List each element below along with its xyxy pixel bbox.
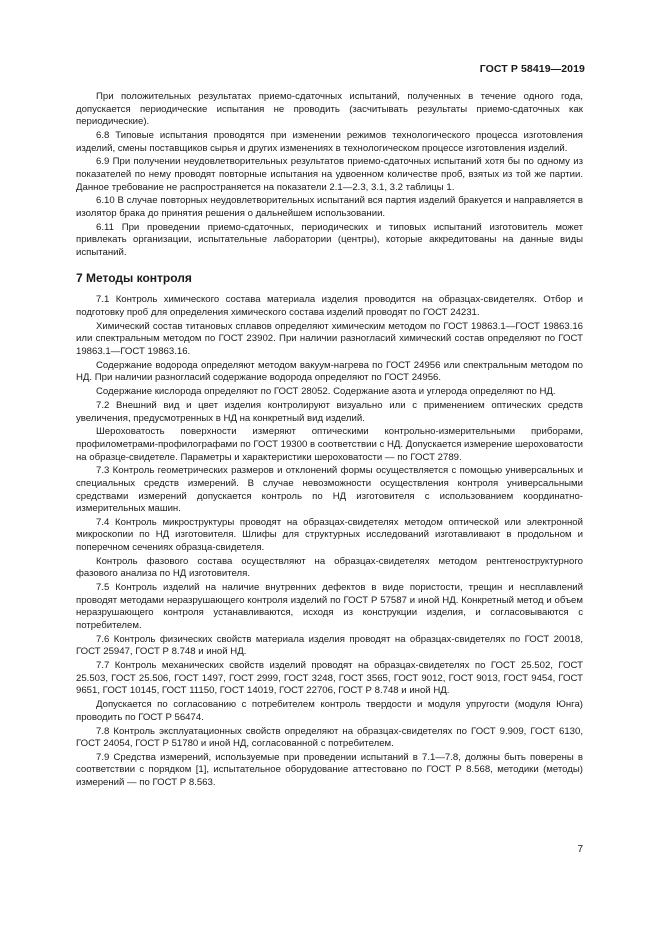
section-7-title: 7 Методы контроля [76, 271, 192, 286]
paragraph-7-9: 7.9 Средства измерений, используемые при проведении испытаний в 7.1—7.8, должны быть поверены в соответствии с порядком [1], испытательное оборудование аттестовано по ГОСТ Р 8.568, методики (методы) измерений — по ГОСТ Р 8.563. [76, 751, 583, 789]
paragraph-6-9: 6.9 При получении неудовлетворительных результатов приемо-сдаточных испытаний хотя бы по одному из показателей по нему проводят повторные испытания на удвоенном количестве проб, взятых из той же партии. Данное требование не распространяется на показатели 2.1—2.3, 3.1, 3.2 таблицы 1. [76, 156, 583, 193]
paragraph-7-1-hydrogen: Содержание водорода определяют методом вакуум-нагрева по ГОСТ 24956 или спектральным методом по НД. При наличии разногласий содержание водорода определяют по ГОСТ 24956. [76, 359, 583, 384]
paragraph-7-1-chemical: Химический состав титановых сплавов определяют химическим методом по ГОСТ 19863.1—ГОСТ 19863.16 или спектральным методом по ГОСТ 23902. При наличии разногласий химический состав определяют по ГОСТ 19863.1—ГОСТ 19863.16. [76, 320, 583, 358]
paragraph-7-1-oxygen: Содержание кислорода определяют по ГОСТ 28052. Содержание азота и углерода определяют по НД. [96, 386, 556, 398]
paragraph-7-8: 7.8 Контроль эксплуатационных свойств определяют на образцах-свидетелях по ГОСТ 9.909, ГОСТ 6130, ГОСТ 24054, ГОСТ Р 51780 и иной НД, согласованной с потребителем. [76, 725, 583, 750]
paragraph-6-8: 6.8 Типовые испытания проводятся при изменении режимов технологического процесса изготовления изделий, смены поставщиков сырья и других изменениях в технологическом процессе изготовления изделий. [76, 129, 583, 154]
paragraph-6-7-continuation: При положительных результатах приемо-сдаточных испытаний, полученных в течение одного года, допускается периодические испытания не проводить (засчитывать результаты приемо-сдаточных как периодические). [76, 91, 583, 128]
paragraph-7-3: 7.3 Контроль геометрических размеров и отклонений формы осуществляется с помощью универсальных и специальных средств измерений. В случае невозможности осуществления контроля универсальными средствами измерений допускается контроль по НД изготовителя с использованием координатно-измерительных машин. [76, 465, 583, 515]
paragraph-7-4: 7.4 Контроль микроструктуры проводят на образцах-свидетелях методом оптической или электронной микроскопии по НД изготовителя. Шлифы для структурных исследований изготавливают в продольном и поперечном сечениях образца-свидетеля. [76, 516, 583, 554]
document-body [76, 91, 583, 791]
paragraph-7-5: 7.5 Контроль изделий на наличие внутренних дефектов в виде пористости, трещин и несплавлений проводят методами неразрушающего контроля изделий по ГОСТ Р 57587 и иной НД. Конкретный метод и объем неразрушающего контроля устанавливаются, исходя из конструкции изделия, и согласовываются с потребителем. [76, 582, 583, 631]
page-number: 7 [577, 844, 583, 855]
paragraph-7-7: 7.7 Контроль механических свойств изделий проводят на образцах-свидетелях по ГОСТ 25.502, ГОСТ 25.503, ГОСТ 25.506, ГОСТ 1497, ГОСТ 2999, ГОСТ 3248, ГОСТ 3565, ГОСТ 9012, ГОСТ 9013, ГОСТ 9454, ГОСТ 9651, ГОСТ 10145, ГОСТ 11150, ГОСТ 14019, ГОСТ 22706, ГОСТ Р 8.748 и иной НД. [76, 660, 583, 697]
paragraph-7-2: 7.2 Внешний вид и цвет изделия контролируют визуально или с применением оптических средств увеличения, предусмотренных в НД на конкретный вид изделий. [76, 399, 583, 424]
paragraph-7-6: 7.6 Контроль физических свойств материала изделия проводят на образцах-свидетелях по ГОСТ 20018, ГОСТ 25947, ГОСТ Р 8.748 и иной НД. [76, 633, 583, 658]
paragraph-7-2-roughness: Шероховатость поверхности измеряют оптическими контрольно-измерительными приборами, профилометрами-профилографами по ГОСТ 19300 в соответствии с НД. Допускается измерение шероховатости на образце-свидетеле. Параметры и характеристики шероховатости — по ГОСТ 2789. [76, 426, 583, 463]
paragraph-7-4-phase: Контроль фазового состава осуществляют на образцах-свидетелях методом рентгеноструктурного фазового анализа по НД изготовителя. [76, 555, 583, 580]
document-header-standard: ГОСТ Р 58419—2019 [479, 63, 585, 75]
paragraph-6-11: 6.11 При проведении приемо-сдаточных, периодических и типовых испытаний изготовитель может привлекать организации, испытательные лаборатории (центры), которые аккредитованы на данные виды испытаний. [76, 221, 583, 258]
paragraph-7-7-hardness: Допускается по согласованию с потребителем контроль твердости и модуля упругости (модуля Юнга) проводить по ГОСТ Р 56474. [76, 699, 583, 723]
paragraph-6-10: 6.10 В случае повторных неудовлетворительных испытаний вся партия изделий бракуется и направляется в изолятор брака до принятия решения о дальнейшем использовании. [76, 195, 583, 219]
paragraph-7-1: 7.1 Контроль химического состава материала изделия проводится на образцах-свидетелях. Отбор и подготовку проб для определения химического состава изделий проводят по ГОСТ 24231. [76, 294, 583, 319]
